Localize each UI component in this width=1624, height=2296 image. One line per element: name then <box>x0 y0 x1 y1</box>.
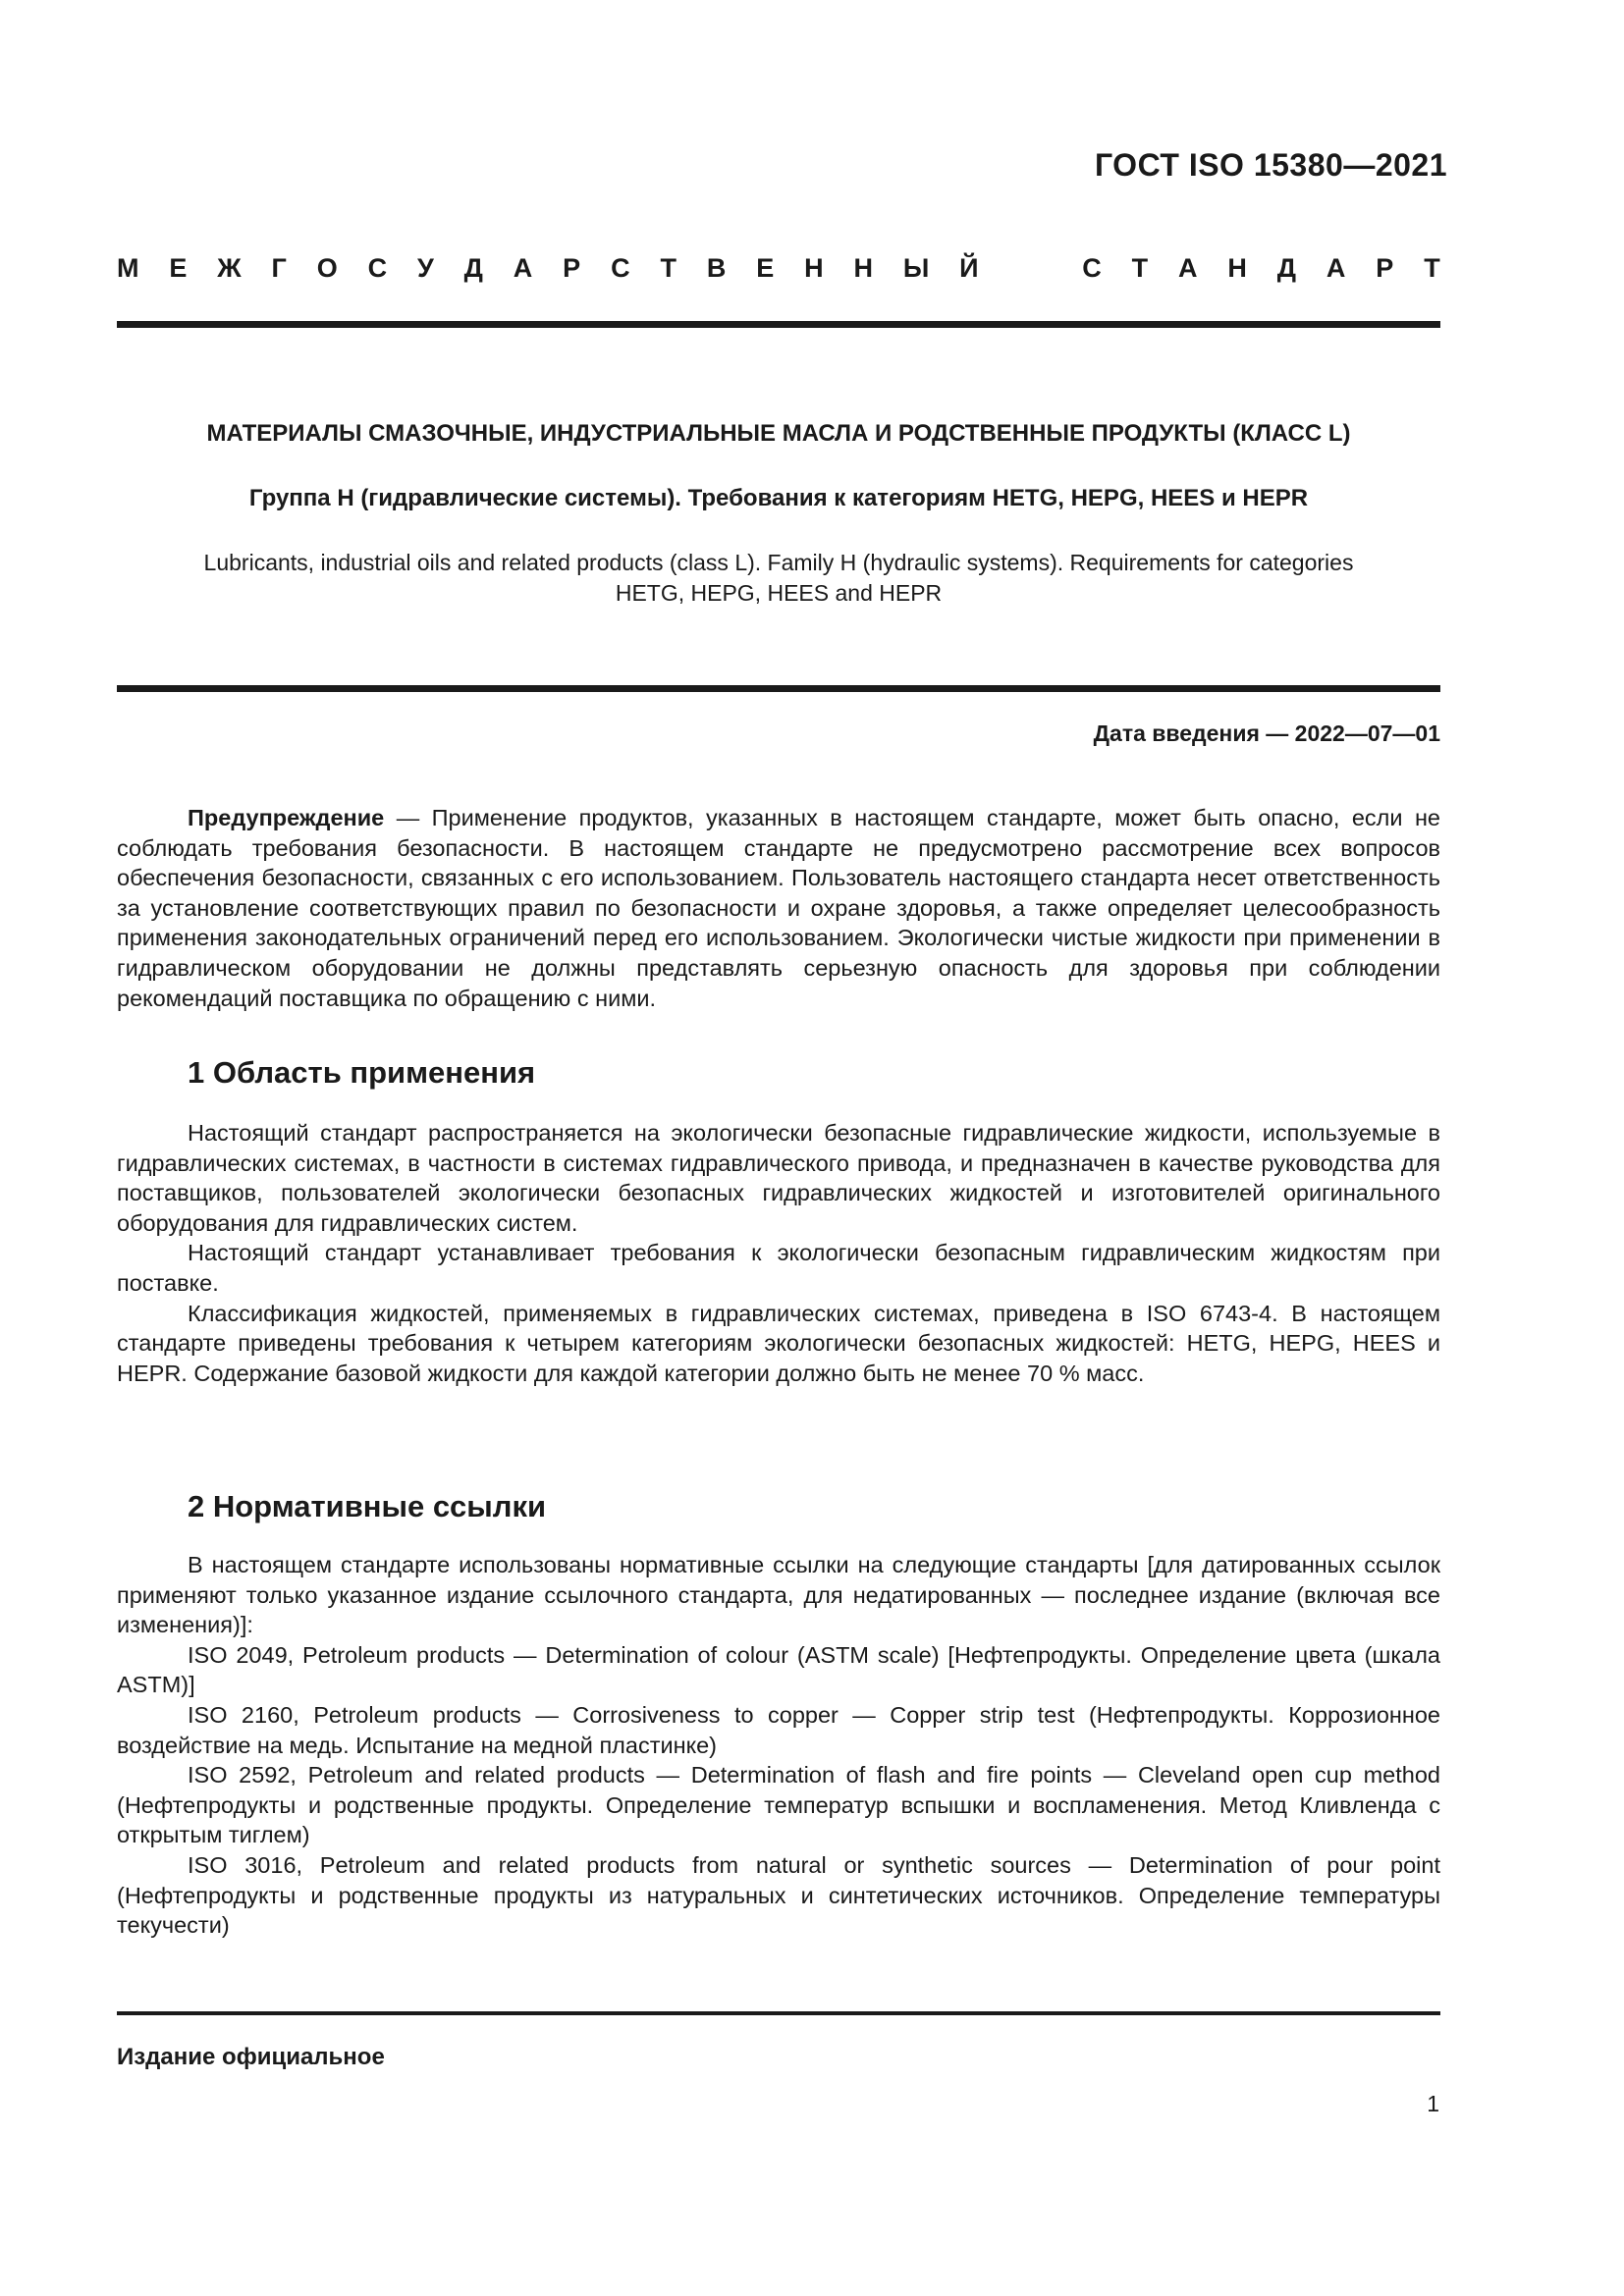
section-2-body <box>117 1550 1440 1941</box>
section-1-heading: 1 Область применения <box>188 1055 536 1090</box>
banner-word-gap <box>1008 253 1052 284</box>
banner-letter: Д <box>1276 253 1297 283</box>
section-1-body <box>117 1118 1440 1388</box>
reference-item: ISO 3016, Petroleum and related products from natural or synthetic sources — Determination of pour point (Нефтепродукты и родственные продукты из натуральных и синтетических источников. Определение температуры текучести) <box>117 1851 1440 1939</box>
paragraph: В настоящем стандарте использованы нормативные ссылки на следующие стандарты [для датированных ссылок применяют только указанное издание ссылочного стандарта, для недатированных — последнее издание (включая все изменения)]: <box>117 1552 1440 1638</box>
banner-letter: А <box>513 253 533 283</box>
banner-letter: О <box>316 253 338 283</box>
page-number: 1 <box>1427 2091 1439 2116</box>
banner-letter: С <box>1082 253 1102 283</box>
banner-letter: Г <box>271 253 287 283</box>
banner-letter: А <box>1178 253 1198 283</box>
banner-letter: Е <box>756 253 775 283</box>
paragraph: Классификация жидкостей, применяемых в гидравлических системах, приведена в ISO 6743-4. В настоящем стандарте приведены требования к четырем категориям экологически безопасных жидкостей: HETG, HEPG, HEES и HEPR. Содержание базовой жидкости для каждой категории должно быть не менее 70 % масс. <box>117 1300 1440 1386</box>
banner-letter: С <box>367 253 388 283</box>
reference-item: ISO 2160, Petroleum products — Corrosiveness to copper — Copper strip test (Нефтепродукты. Коррозионное воздействие на медь. Испытание на медной пластинке) <box>117 1701 1440 1758</box>
official-edition-label: Издание официальное <box>117 2044 385 2070</box>
warning-text: — Применение продуктов, указанных в настоящем стандарте, может быть опасно, если не соблюдать требования безопасности. В настоящем стандарте не предусмотрено рассмотрение всех вопросов обеспечения безопасности, связанных с его использованием. Пользователь настоящего стандарта несет ответственность за установление соответствующих правил по безопасности и охране здоровья, а также определяет целесообразность применения законодательных ограничений перед его использованием. Экологически чистые жидкости при применении в гидравлическом оборудовании не должны представлять серьезную опасность для здоровья при соблюдении рекомендаций поставщика по обращению с ними. <box>117 805 1440 1011</box>
banner-letter: Р <box>1376 253 1394 283</box>
banner-letter: Д <box>463 253 483 283</box>
title-en-line: HETG, HEPG, HEES and HEPR <box>615 580 943 606</box>
reference-item: ISO 2592, Petroleum and related products — Determination of flash and fire points — Cleveland open cup method (Нефтепродукты и родственные продукты. Определение температур вспышки и воспламенения. Метод Кливленда с открытым тиглем) <box>117 1762 1440 1848</box>
warning-paragraph <box>117 803 1440 1013</box>
paragraph: Настоящий стандарт устанавливает требования к экологически безопасным гидравлическим жидкостям при поставке. <box>117 1240 1440 1296</box>
header-divider <box>117 321 1440 328</box>
section-2-heading: 2 Нормативные ссылки <box>188 1489 547 1523</box>
banner-letter: Е <box>169 253 188 283</box>
banner-letter: А <box>1326 253 1346 283</box>
banner-letter: Т <box>660 253 677 283</box>
title-en-line: Lubricants, industrial oils and related products (class L). Family H (hydraulic systems). Requirements for categories <box>203 550 1354 575</box>
gost-number: ГОСТ ISO 15380—2021 <box>1094 147 1447 183</box>
standard-type-banner <box>117 253 1440 284</box>
banner-letter: Н <box>804 253 824 283</box>
banner-letter: Й <box>959 253 979 283</box>
banner-letter: Ы <box>902 253 930 283</box>
banner-letter: Н <box>853 253 873 283</box>
banner-letter: Т <box>1424 253 1440 283</box>
footer-divider <box>117 2011 1440 2015</box>
introduction-date: Дата введения — 2022—07—01 <box>1093 721 1440 746</box>
banner-letter: Т <box>1131 253 1149 283</box>
document-subtitle-ru: Группа H (гидравлические системы). Требования к категориям HETG, HEPG, HEES и HEPR <box>248 485 1309 511</box>
document-title-en <box>117 548 1440 609</box>
document-title-ru: МАТЕРИАЛЫ СМАЗОЧНЫЕ, ИНДУСТРИАЛЬНЫЕ МАСЛА И РОДСТВЕННЫЕ ПРОДУКТЫ (КЛАСС L) <box>206 420 1351 447</box>
title-divider <box>117 685 1440 692</box>
paragraph: Настоящий стандарт распространяется на экологически безопасные гидравлические жидкости, используемые в гидравлических системах, в частности в системах гидравлического привода, и предназначен в качестве руководства для поставщиков, пользователей экологически безопасных гидравлических жидкостей и изготовителей оригинального оборудования для гидравлических систем. <box>117 1120 1440 1236</box>
banner-letter: Н <box>1227 253 1247 283</box>
banner-letter: Ж <box>217 253 242 283</box>
warning-lead: Предупреждение <box>188 805 385 830</box>
reference-item: ISO 2049, Petroleum products — Determination of colour (ASTM scale) [Нефтепродукты. Определение цвета (шкала ASTM)] <box>117 1641 1440 1698</box>
banner-letter: М <box>117 253 139 283</box>
banner-letter: У <box>417 253 434 283</box>
banner-letter: С <box>611 253 630 283</box>
banner-letter: В <box>706 253 727 283</box>
banner-letter: Р <box>563 253 581 283</box>
